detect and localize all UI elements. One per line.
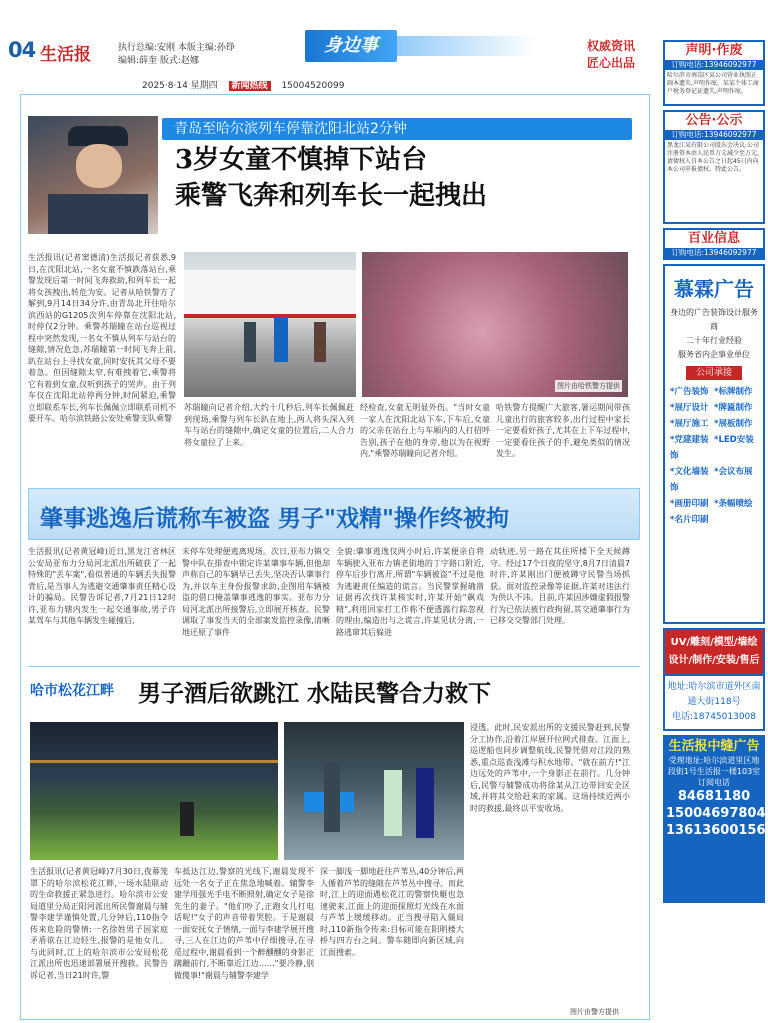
ad-mulin-line2: 二十年行业经验 [686,336,742,345]
story2-headline: 肇事逃逸后谎称车被盗 男子"戏精"操作终被拘 [40,505,509,532]
notice-box-business-title: 百业信息 [665,230,763,248]
ad-classified-tel-2: 15004697804 [666,806,766,821]
story3-divider [28,666,640,667]
ad-classified-tel-1: 84681180 [677,789,751,804]
notice-box-business-phone: 订购电话:13946092977 [665,248,763,258]
notice-box-declaration-title: 声明·作废 [665,42,763,60]
section-title: 身边事 [305,30,397,62]
ad-mulin-sub: 公司承接 [686,366,742,380]
ad-service-item: *名片印刷 [670,515,709,525]
story1-headline [175,142,487,214]
story2-col3: 全貌:肇事逃逸仅两小时后,许某便亲自将车辆驶入亚布力镇老街地的丁字路口附近,停车后步行离开,所谓"车辆被盗"不过是他为逃避责任编造的谎言。当民警掌握确凿证据再次找许某核实时,许某开始"飙戏精",利用回家打工作称不便透露行踪忽视的理由,编造出与之谎言,许某见状分离,一路逃窜其后躲进 [336,547,484,637]
staff-line-2: 编辑:薛奎 版式:赵娜 [118,56,199,66]
notice-box-declaration-text: 哈尔滨市南岗区某公司营业执照正副本遗失,声明作废。某某个体工商户税务登记证遗失,声明作废。 [667,72,759,95]
story1-photo-credit: 图片由哈铁警方提供 [557,382,620,390]
notice-box-business [663,228,765,260]
ad-mulin-line3: 服务省内企事业单位 [678,350,750,359]
section-banner-tail [395,36,535,56]
ad-service-item: *广告装饰 [670,387,709,397]
story1-col1: 生活报讯(记者窦德清)生活报记者获悉,9日,在沈阳北站,一名女童不慎跌落站台,乘警发现后第一时间飞奔救助,和列车长一起将女孩拽出,转危为安。记者从哈铁警方了解到,9月14日34分许,由青岛北开往哈尔滨西站的G1205次列车停靠在沈阳北站,时停仅2分钟。乘警苏瑞瞳在站台巡视过程中突然发现,一名女不慎从列车与站台的缝隙,情况危急,苏瑞瞳第一时间飞奔上前,趴在站台上寻找女童,同时安抚其父母不要着急。但因缝隙太窄,有难拽着它,乘警将它有着到女童,仅听到孩子的哭声。由于列车仅在沈阳北站停两分钟,时间紧迫,乘警立即联系车长,列车长佩佩立即联系司机不要开车。哈尔滨铁路公安处乘警支队乘警 [28,253,176,423]
police-officer-photo [28,116,158,234]
riverside-night-photo [30,722,278,860]
dateline [142,78,592,91]
story1-col4: 哈铁警方提醒广大旅客,暑运期间带孩儿童出行的旅客较多,出行过程中家长一定要看好孩子,尤其在上下车过程中,一定要看住孩子的手,避免类似的情况发生。 [496,403,630,458]
notice-box-announcement [663,110,765,224]
notice-box-declaration [663,40,765,106]
ad-service-item: *展厅设计 [670,403,709,413]
hotline-number: 15004520099 [281,81,345,91]
ad-service-item: *文化墙装饰 [670,467,709,493]
ad-mulin-line1: 身边的广告装饰设计服务商 [670,308,758,331]
story3-col4: 浸透。此时,民安派出所的支援民警赶到,民警分工协作,沿着江岸展开拉网式排查。江面上,巡逻船也同步调整航线,民警凭借对江段的熟悉,重点巡查浅滩与积水地带。"就在前方!"江边远处的芦苇中,一个身影正在前行。几分钟后,民警与辅警成功将徐某从江边带回安全区域,并将其交给赶来的家属。这场持续近两小时的救援,最终以平安收场。 [470,723,630,813]
story1-col2: 苏瑞瞳向记者介绍,大约十几秒后,列车长佩佩赶到现场,乘警与列车长趴在地上,两人将头深入列车与站台的缝隙中,确定女童的位置后,二人合力将女童拉了上来。 [184,403,354,447]
ad-mulin-tel: 电话:18745013008 [671,712,757,722]
story1-headline-line1: 3岁女童不慎掉下站台 [175,145,428,175]
slogan-line-1: 权威资讯 [587,39,636,53]
ad-mulin-title: 慕霖广告 [674,277,754,301]
story3-photo-credit: 图片由警方提供 [570,1008,619,1016]
classified-sidebar [663,40,765,903]
ad-service-item: *标牌制作 [714,387,753,397]
story3-headline: 男子酒后欲跳江 水陆民警合力救下 [138,680,492,707]
story3-col1: 生活报讯(记者黄冠峰)7月30日,夜幕笼罩下的哈尔滨松花江畔,一场水陆联动的生命救援正紧急进行。哈尔滨市公安局道里分局正阳河派出所民警谢晨与辅警李建学谨慎处置,几分钟后,110指令传来危险的警情:一名徐姓男子因家庭矛盾欲在江边轻生,报警的是他女儿。与此同时,江上的哈尔滨市公安局松花江派出所也迅速部署展开搜救。民警告诉记者,当日21时许,警 [30,867,168,980]
ad-service-item: *条幅喷绘 [714,499,753,509]
slogan-line-2: 匠心出品 [587,56,636,70]
ad-classified-tel-3: 13613600156 [666,823,766,838]
rescue-scene-photo [284,722,464,860]
ad-classified [663,735,765,903]
ad-mulin-contact [663,676,765,731]
ad-classified-tel-label: 订阅电话 [698,778,730,787]
story1-headline-line2: 乘警飞奔和列车长一起拽出 [175,181,488,211]
issue-date: 2025·8·14 星期四 [142,81,218,91]
notice-box-announcement-text: 黑龙江某有限公司股东会决议:公司注册资本由人民币万元减少至万元,请债权人自本公告之日起45日内向本公司申报债权。特此公告。 [667,142,760,173]
ad-service-item: *画册印刷 [670,499,709,509]
ad-service-item: *LED安装 [714,435,754,445]
staff-line-1: 执行总编:安刚 本版主编:孙铮 [118,43,235,53]
story2-col1: 生活报讯(记者黄冠峰)近日,黑龙江省林区公安局亚布力分局河北派出所破获了一起特殊的"丢车案",看似普通的车辆丢失报警背后,是当事人为逃避交通肇事责任精心设计的骗局。民警告诉记者,7月21日12时许,亚布力辖内发生一起交通事故,男子许某驾车与其他车辆发生碰撞后, [28,547,176,625]
story2-col2: 未停车处理便逃离现场。次日,亚布力镇交警中队在排查中锁定许某肇事车辆,但他却声称自己的车辆早已丢失,坚决否认肇事行为,并以车主身份报警求助,企图用车辆被盗的借口掩盖肇事逃逸的事实。亚布力分局河北派出所接警后,立即展开核查。民警调取了事发当天的全部案发监控录像,清晰地还原了事件 [182,547,330,637]
story3-kicker: 哈市松花江畔 [30,683,114,699]
newspaper-brand: 生活报 [40,45,91,65]
ad-service-item: *会议布展 [714,467,753,477]
ad-service-item: *展板制作 [714,419,753,429]
story1-col3: 经检查,女童无明显外伤。"当时女童一家人在沈阳北站下车,下车后,女童的父亲在站台上与车厢内的人打招呼告别,孩子在他的身旁,他以为在视野内,"乘警苏瑞瞳向记者介绍。 [360,403,490,458]
ad-service-item: *展厅施工 [670,419,709,429]
story2-col4: 动轨迹,另一路在其住所楼下全天候蹲守。经过17个日夜的坚守,8月7日清晨7时许,许某刚出门便被蹲守民警当场抓获。面对监控录像等证据,许某对违法行为供认不讳。目前,许某因涉嫌虚假报警行为已依法被行政拘留,其交通肇事行为已移交交警部门处理。 [490,547,630,625]
story3-col2: 车抵达江边,警察的光线下,谢晨发现不远处一名女子正在焦急地喊着。辅警李建学用强光手电不断照射,确定女子是徐先生的妻子。"他们吵了,正跑女儿打电话呢!"女子的声音带着哭腔。于是谢晨一面安抚女子情绪,一面与李建学展开搜寻,三人在江边的芦苇中仔细搜寻,在寻觅过程中,谢晨看到一个醉醺醺的身影正蹒跚前行,不断靠近江边……"要冷静,别做傻事!"谢晨与辅警李建学 [174,867,314,980]
ad-mulin-banner: UV/雕刻/模型/墙绘 设计/制作/安装/售后 [663,628,765,676]
slogan [587,38,667,72]
ad-mulin-services [668,384,760,528]
notice-box-announcement-title: 公告·公示 [665,112,763,130]
story3-col3: 深一脚浅一脚地赶往芦苇丛,40分钟后,两人循着芦苇的缝隙在芦苇丛中搜寻。而此时,江上的迎面遇松花江的警察快艇也急速驶来,江面上的迎面探照灯光线在水面与芦苇上缓缓移动。正当搜寻陷入僵局时,110新指令传来:目标可能在阳明楼大桥与四方台之间。警车随即向新区域,向江面搜索。 [320,867,464,957]
staff-credits [118,42,298,68]
notice-box-announcement-phone: 订购电话:13946092977 [665,130,763,140]
train-platform-photo [184,252,356,397]
hotline-label: 新闻热线 [229,81,271,91]
closeup-photo [362,252,628,397]
story1-kicker: 青岛至哈尔滨列车停靠沈阳北站2分钟 [162,118,632,140]
ad-service-item: *党建建装饰 [670,435,709,461]
ad-classified-title: 生活报中缝广告 [668,739,760,754]
ad-mulin-address: 地址:哈尔滨市道外区南通大街118号 [667,682,761,707]
ad-service-item: *牌匾制作 [714,403,753,413]
page-number: 04 [8,38,36,62]
notice-box-declaration-phone: 订购电话:13946092977 [665,60,763,70]
ad-mulin [663,264,765,624]
ad-classified-address: 受理地址:哈尔滨道里区地段街1号生活报一楼103室 [667,756,761,776]
